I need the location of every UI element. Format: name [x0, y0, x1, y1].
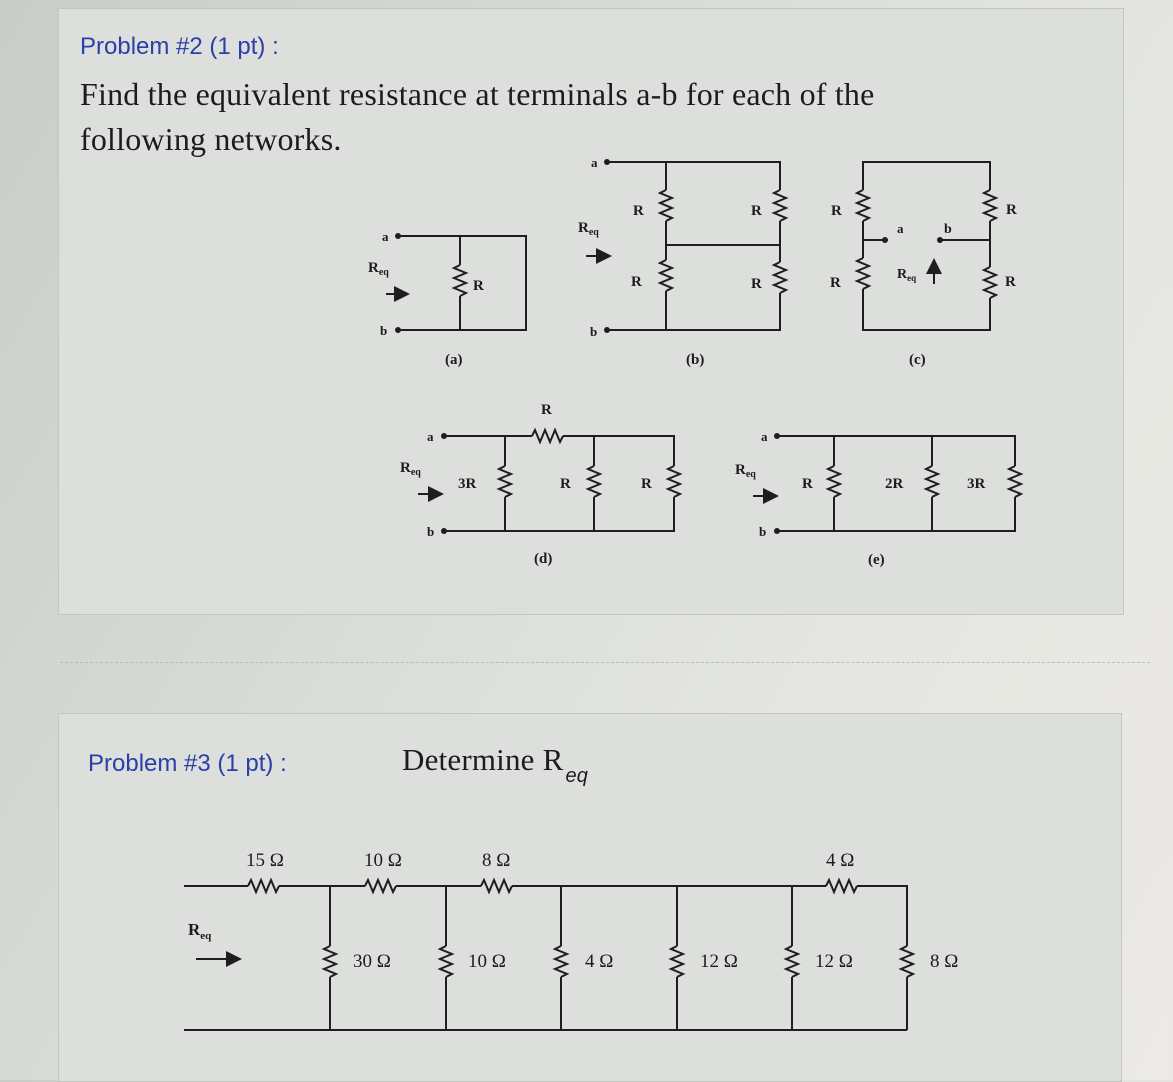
resistor-R-label: R: [830, 275, 841, 291]
problem-2-heading: Problem #2 (1 pt) :: [80, 33, 279, 60]
req-label: $R_{eq}$: [368, 260, 389, 278]
resistor-R-label: R: [541, 402, 552, 418]
resistor-2R-label: 2R: [885, 476, 904, 492]
circuit-d: [400, 402, 680, 567]
label-a: a: [382, 229, 389, 244]
caption-b: (b): [686, 352, 705, 368]
series-resistor-label: 4 Ω: [826, 850, 855, 871]
shunt-resistor-label: 4 Ω: [585, 951, 614, 972]
req-label: $R_{eq}$: [400, 460, 421, 478]
resistor-R-label: R: [1006, 202, 1017, 218]
caption-a: (a): [445, 352, 463, 368]
circuit-e: [735, 429, 1021, 568]
label-a: a: [427, 429, 434, 444]
series-resistor-label: 10 Ω: [364, 850, 402, 871]
resistor-R-label: R: [751, 203, 762, 219]
label-b: b: [427, 524, 435, 539]
req-label: $R_{eq}$: [578, 220, 599, 238]
problem-3-heading: Problem #3 (1 pt) :: [88, 750, 287, 777]
req-label: $R_{eq}$: [735, 462, 756, 480]
shunt-resistor-label: 10 Ω: [468, 951, 506, 972]
label-a: a: [897, 221, 904, 236]
label-b: b: [759, 524, 767, 539]
problem-2-text-line2: following networks.: [80, 121, 342, 157]
resistor-3R-label: 3R: [967, 476, 986, 492]
caption-e: (e): [868, 552, 885, 568]
shunt-resistor-label: 12 Ω: [815, 951, 853, 972]
resistor-R-label: R: [751, 276, 762, 292]
terminal-b-node: [937, 237, 943, 243]
resistor-R-label: R: [641, 476, 652, 492]
label-b: b: [380, 323, 388, 338]
resistor-R-label: R: [1005, 274, 1016, 290]
req-label: $R_{eq}$: [897, 267, 917, 283]
shunt-resistor-label: 12 Ω: [700, 951, 738, 972]
resistor-3R-label: 3R: [458, 476, 477, 492]
resistor-R-label: R: [631, 274, 642, 290]
caption-d: (d): [534, 551, 553, 567]
problem-3-ladder-circuit: [184, 850, 958, 1030]
circuit-b: [578, 155, 786, 368]
resistor-R-label: R: [473, 278, 484, 294]
resistor-R-label: R: [802, 476, 813, 492]
series-resistor-label: 15 Ω: [246, 850, 284, 871]
determine-req-text: Determine R $_{eq}$: [402, 742, 589, 787]
series-resistor-label: 8 Ω: [482, 850, 511, 871]
resistor-R-label: R: [831, 203, 842, 219]
label-b: b: [590, 324, 598, 339]
shunt-resistor-label: 8 Ω: [930, 951, 959, 972]
circuit-a: [368, 229, 526, 368]
terminal-a-node: [882, 237, 888, 243]
resistor-R-label: R: [560, 476, 571, 492]
problem-2-text-line1: Find the equivalent resistance at terminals a-b for each of the: [80, 76, 875, 112]
shunt-resistor-label: 30 Ω: [353, 951, 391, 972]
req-label: $R_{eq}$: [188, 920, 212, 942]
caption-c: (c): [909, 352, 926, 368]
label-b: b: [944, 222, 952, 237]
circuit-c: [830, 162, 1017, 368]
resistor-R-label: R: [633, 203, 644, 219]
label-a: a: [591, 155, 598, 170]
label-a: a: [761, 429, 768, 444]
